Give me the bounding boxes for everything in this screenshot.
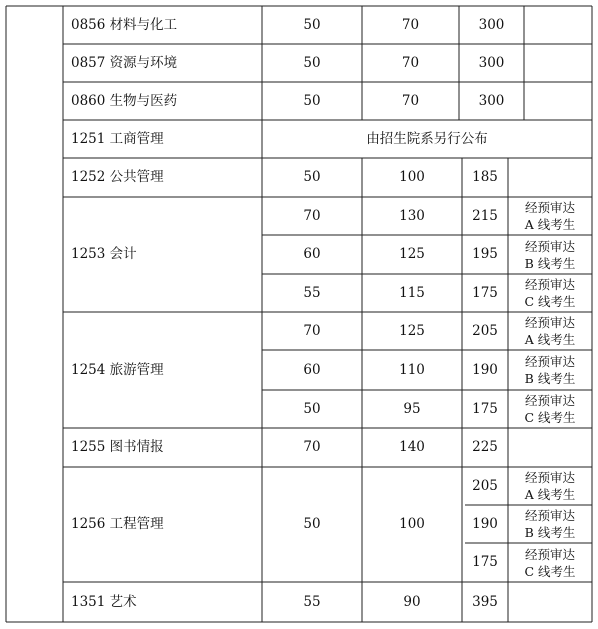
score-single-subject-over-100: 90 (403, 593, 421, 610)
total-score-cell: 195 (472, 246, 498, 262)
score-single-subject-over-100: 70 (401, 92, 420, 109)
note-cell (508, 274, 592, 312)
note-line: A 线考生 (524, 487, 576, 502)
note-line: C 线考生 (524, 563, 576, 579)
note-line: 经预审达 (524, 238, 575, 254)
note-line: 经预审达 (524, 470, 575, 485)
score-single-subject-over-100: 140 (399, 439, 425, 455)
note-cell (508, 350, 592, 390)
score-single-subject-100: 70 (303, 322, 321, 339)
note-line: 经预审达 (524, 354, 575, 369)
total-score-cell: 175 (472, 284, 498, 301)
score-single-subject-100: 50 (303, 169, 321, 185)
total-score-cell: 225 (472, 439, 498, 455)
score-single-subject-over-100: 100 (399, 169, 425, 185)
score-single-subject-over-100: 100 (399, 516, 425, 532)
total-score-cell: 190 (472, 515, 498, 532)
score-single-subject-100: 70 (303, 207, 321, 224)
note-cell (508, 505, 592, 543)
note-line: B 线考生 (524, 255, 576, 271)
score-single-subject-over-100: 70 (401, 16, 420, 33)
note-cell (508, 467, 592, 505)
score-single-subject-100: 60 (303, 246, 321, 262)
total-score-cell: 300 (478, 16, 505, 33)
note-cell (508, 312, 592, 350)
score-single-subject-100: 55 (303, 593, 321, 610)
note-line: C 线考生 (524, 294, 576, 309)
merged-note-cell: 由招生院系另行公布 (366, 130, 488, 147)
score-single-subject-over-100: 110 (399, 361, 425, 378)
program-name-cell: 1251 工商管理 (71, 130, 164, 147)
score-single-subject-100: 55 (303, 284, 321, 301)
score-single-subject-over-100: 70 (401, 54, 420, 71)
note-cell (508, 390, 592, 428)
total-score-cell: 175 (472, 400, 498, 417)
note-cell (508, 235, 592, 274)
note-cell (524, 44, 592, 82)
total-score-cell: 300 (478, 54, 505, 71)
program-name-cell: 0860 生物与医药 (71, 92, 178, 109)
score-single-subject-100: 50 (303, 16, 321, 33)
score-single-subject-100: 60 (303, 361, 321, 378)
program-name-cell: 1254 旅游管理 (71, 361, 164, 378)
score-single-subject-over-100: 95 (403, 400, 421, 417)
score-single-subject-over-100: 115 (399, 284, 425, 301)
note-cell (508, 543, 592, 582)
note-line: 经预审达 (524, 546, 575, 562)
total-score-cell: 395 (472, 593, 498, 610)
program-name-cell: 1253 会计 (71, 246, 137, 262)
note-line: 经预审达 (524, 315, 575, 330)
score-single-subject-over-100: 125 (399, 246, 425, 262)
total-score-cell: 300 (478, 92, 505, 109)
note-line: A 线考生 (524, 332, 576, 347)
score-single-subject-100: 50 (303, 516, 321, 532)
note-line: B 线考生 (524, 371, 576, 386)
note-line: B 线考生 (524, 525, 576, 540)
note-line: C 线考生 (524, 410, 576, 425)
note-line: A 线考生 (524, 217, 576, 232)
score-single-subject-100: 50 (303, 400, 321, 417)
score-single-subject-over-100: 130 (399, 207, 425, 224)
total-score-cell: 205 (472, 322, 498, 339)
note-line: 经预审达 (524, 200, 575, 215)
total-score-cell: 175 (472, 554, 498, 570)
note-cell (524, 6, 592, 44)
total-score-cell: 205 (472, 477, 498, 494)
note-line: 经预审达 (524, 393, 575, 408)
program-name-cell: 0857 资源与环境 (71, 54, 178, 71)
program-name-cell: 0856 材料与化工 (71, 16, 178, 33)
note-cell (508, 428, 592, 467)
program-name-cell: 1256 工程管理 (71, 516, 164, 532)
score-single-subject-100: 50 (303, 92, 321, 109)
total-score-cell: 185 (472, 169, 498, 185)
score-single-subject-100: 50 (303, 54, 321, 71)
note-cell (524, 82, 592, 120)
program-name-cell: 1255 图书情报 (71, 439, 164, 455)
total-score-cell: 190 (472, 361, 498, 378)
score-single-subject-over-100: 125 (399, 322, 425, 339)
total-score-cell: 215 (472, 207, 498, 224)
note-cell (508, 158, 592, 197)
program-name-cell: 1252 公共管理 (71, 169, 164, 185)
note-cell (508, 582, 592, 622)
program-name-cell: 1351 艺术 (71, 593, 137, 610)
note-line: 经预审达 (524, 508, 575, 523)
note-line: 经预审达 (524, 277, 575, 292)
score-single-subject-100: 70 (303, 439, 321, 455)
note-cell (508, 197, 592, 235)
